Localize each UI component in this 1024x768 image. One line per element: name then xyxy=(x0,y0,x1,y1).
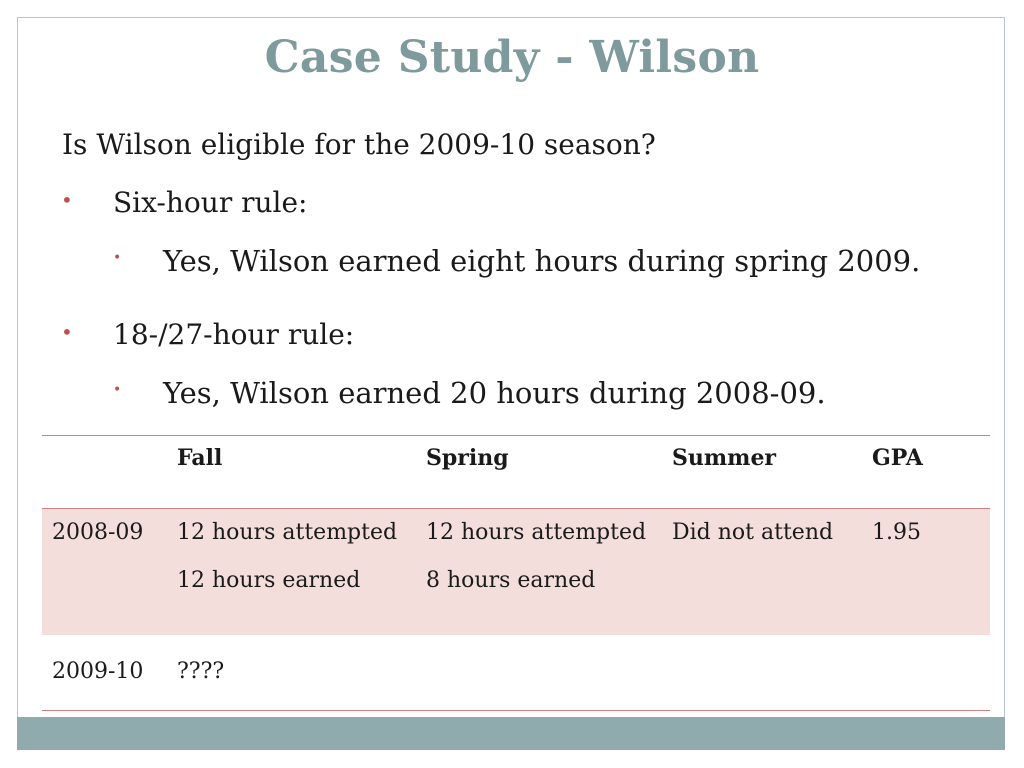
cell-summer: Did not attend xyxy=(672,520,834,545)
header-cell-summer: Summer xyxy=(672,445,777,471)
cell-fall: ???? xyxy=(177,659,225,684)
cell-fall-earned: 12 hours earned xyxy=(177,568,361,593)
bullet-text: Yes, Wilson earned eight hours during spring 2009. xyxy=(163,244,921,278)
sub-bullet-six-hour-answer xyxy=(113,244,921,278)
bullet-six-hour-rule xyxy=(61,186,308,219)
cell-spring-earned: 8 hours earned xyxy=(426,568,596,593)
cell-gpa: 1.95 xyxy=(872,520,921,545)
sub-bullet-18-27-answer xyxy=(113,376,826,410)
bullet-dot-icon: • xyxy=(61,188,73,212)
footer-bar xyxy=(17,717,1005,750)
question-text: Is Wilson eligible for the 2009-10 season? xyxy=(62,128,656,161)
bullet-dot-icon: • xyxy=(113,382,122,398)
table-header-row xyxy=(42,436,990,509)
header-cell-gpa: GPA xyxy=(872,445,923,471)
header-cell-fall: Fall xyxy=(177,445,223,471)
table-row xyxy=(42,635,990,711)
bullet-text: Six-hour rule: xyxy=(113,186,308,219)
bullet-text: Yes, Wilson earned 20 hours during 2008-09. xyxy=(163,376,826,410)
bullet-dot-icon: • xyxy=(113,250,122,266)
bullet-text: 18-/27-hour rule: xyxy=(113,318,355,351)
bullet-dot-icon: • xyxy=(61,320,73,344)
cell-year: 2009-10 xyxy=(52,659,144,684)
table-row xyxy=(42,509,990,635)
cell-spring xyxy=(426,509,646,605)
header-cell-spring: Spring xyxy=(426,445,509,471)
eligibility-table xyxy=(42,435,990,711)
cell-fall-attempted: 12 hours attempted xyxy=(177,520,398,545)
cell-fall xyxy=(177,509,397,605)
cell-spring-attempted: 12 hours attempted xyxy=(426,520,647,545)
cell-year: 2008-09 xyxy=(52,520,144,545)
bullet-18-27-hour-rule xyxy=(61,318,355,351)
slide-title: Case Study - Wilson xyxy=(264,32,760,83)
